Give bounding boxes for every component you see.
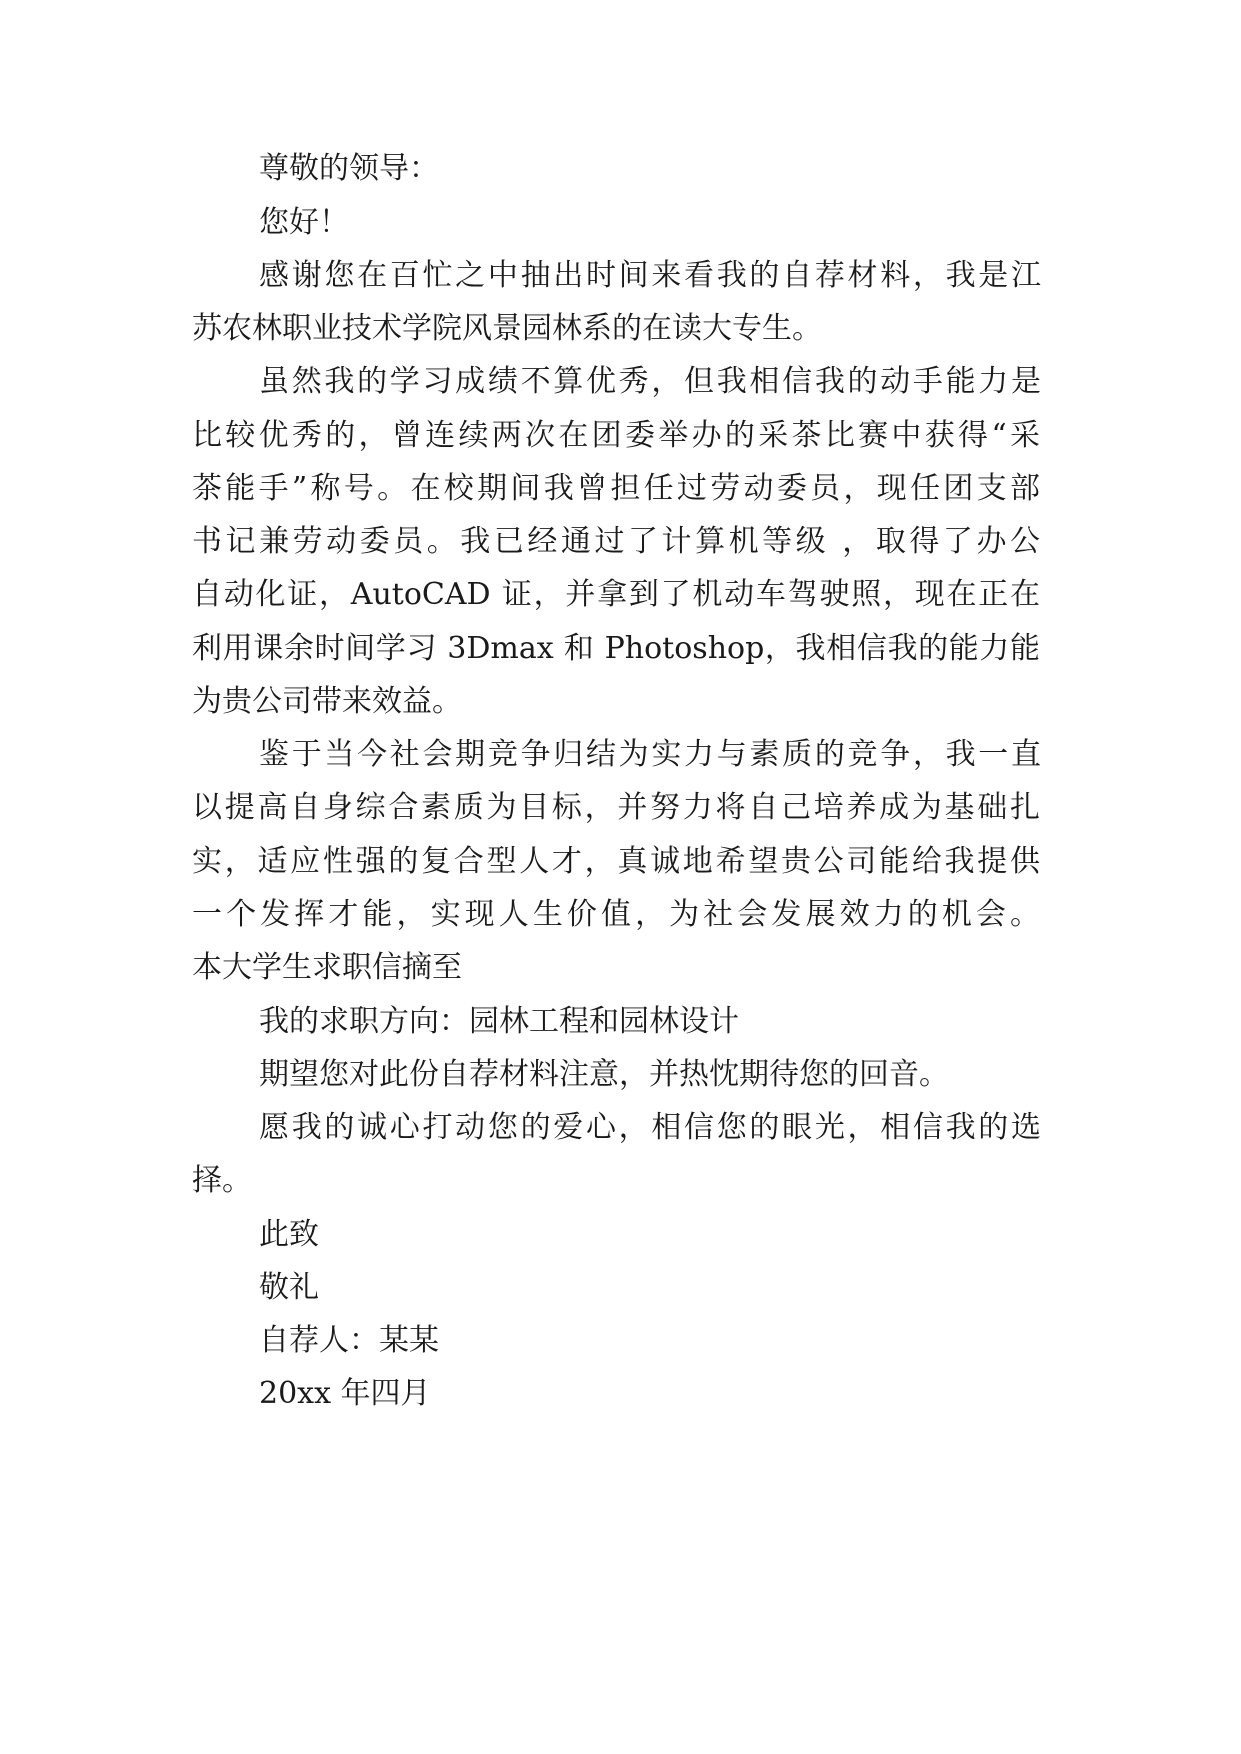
greeting: 您好！	[259, 205, 349, 240]
paragraph-3-line-1: 鉴于当今社会期竞争归结为实力与素质的竞争，我一直	[259, 738, 1041, 772]
signer: 自荐人：某某	[259, 1323, 439, 1358]
salutation: 尊敬的领导：	[259, 151, 439, 186]
paragraph-1-line-1: 感谢您在百忙之中抽出时间来看我的自荐材料，我是江	[259, 259, 1041, 293]
paragraph-2-line-3: 茶能手”称号。在校期间我曾担任过劳动委员，现任团支部	[192, 472, 1040, 506]
paragraph-1-line-2: 苏农林职业技术学院风景园林系的在读大专生。	[192, 311, 822, 346]
wish-line-2: 择。	[192, 1163, 252, 1198]
paragraph-3-line-4: 一个发挥才能，实现人生价值，为社会发展效力的机会。	[192, 898, 1040, 932]
paragraph-2-line-6: 利用课余时间学习 3Dmax 和 Photoshop，我相信我的能力能	[192, 632, 1040, 666]
paragraph-2-line-5: 自动化证，AutoCAD 证，并拿到了机动车驾驶照，现在正在	[192, 578, 1040, 612]
closing-cizhi: 此致	[259, 1217, 319, 1252]
paragraph-2-line-2: 比较优秀的，曾连续两次在团委举办的采茶比赛中获得“采	[192, 419, 1040, 453]
date: 20xx 年四月	[259, 1376, 431, 1411]
closing-jingli: 敬礼	[259, 1270, 319, 1305]
paragraph-3-line-2: 以提高自身综合素质为目标，并努力将自己培养成为基础扎	[192, 791, 1040, 825]
wish-line-1: 愿我的诚心打动您的爱心，相信您的眼光，相信我的选	[259, 1111, 1041, 1145]
paragraph-3-line-3: 实，适应性强的复合型人才，真诚地希望贵公司能给我提供	[192, 845, 1040, 879]
paragraph-2-line-7: 为贵公司带来效益。	[192, 684, 462, 719]
hope-line: 期望您对此份自荐材料注意，并热忱期待您的回音。	[259, 1057, 949, 1092]
paragraph-2-line-1: 虽然我的学习成绩不算优秀，但我相信我的动手能力是	[259, 365, 1041, 399]
job-direction: 我的求职方向：园林工程和园林设计	[259, 1004, 739, 1039]
paragraph-3-line-5: 本大学生求职信摘至	[192, 950, 462, 985]
paragraph-2-line-4: 书记兼劳动委员。我已经通过了计算机等级 ，取得了办公	[192, 525, 1040, 559]
